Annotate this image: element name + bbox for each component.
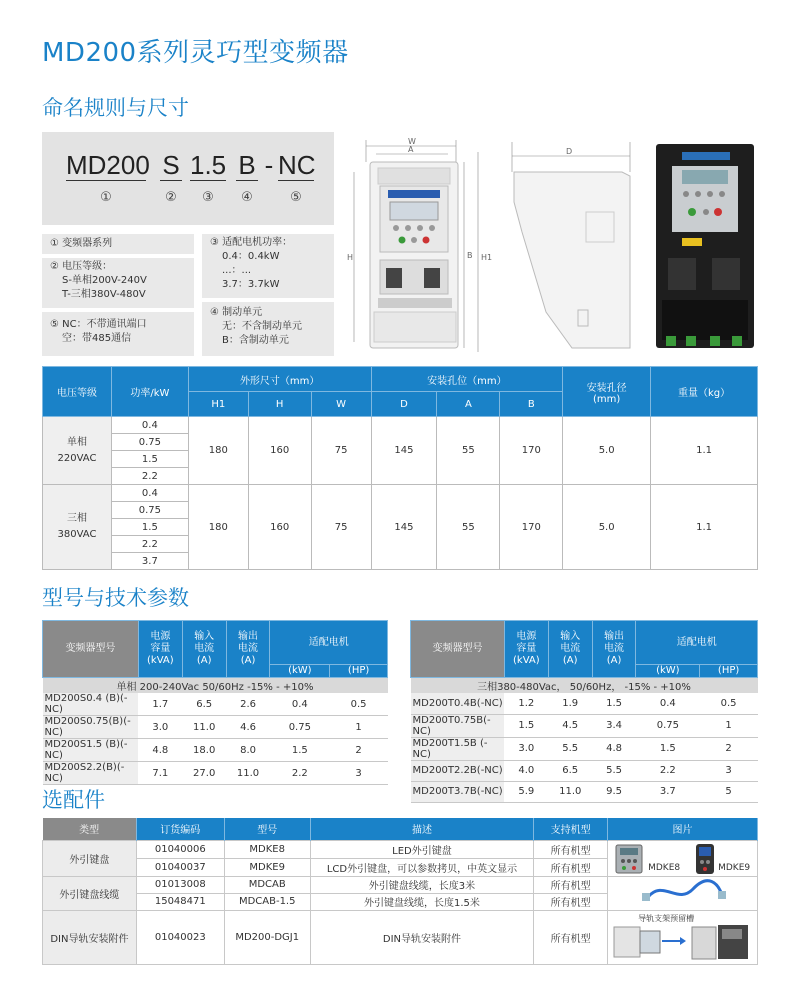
mdke8-label: MDKE8 [648, 862, 681, 873]
value-cell: 145 [371, 485, 437, 570]
th-h: H [248, 392, 311, 417]
th-picture: 图片 [608, 818, 758, 840]
value-cell: 0.4 [270, 693, 330, 716]
th-hp: (HP) [700, 665, 758, 678]
th-line: 容量 [150, 643, 171, 654]
value-cell: 8.0 [226, 739, 270, 762]
page-title: MD200系列灵巧型变频器 [42, 38, 349, 68]
support-cell: 所有机型 [534, 876, 608, 893]
th-input-current [182, 621, 226, 678]
value-cell: 1.1 [651, 485, 758, 570]
support-cell: 所有机型 [534, 910, 608, 964]
th-order-code: 订货编码 [136, 818, 224, 840]
support-cell: 所有机型 [534, 893, 608, 910]
naming-power: 1.5 [190, 150, 227, 180]
table-row [43, 876, 758, 893]
note-comm [42, 312, 194, 356]
note-text: 0.4：0.4kW [222, 251, 280, 262]
voltage-band-row [43, 678, 388, 694]
note-text: ...：... [222, 265, 252, 276]
value-cell: 4.8 [592, 737, 636, 760]
th-motor: 适配电机 [636, 621, 758, 665]
note-series [42, 234, 194, 254]
th-line: (A) [562, 655, 578, 666]
th-holes: 安装孔位（mm） [371, 367, 563, 392]
table-row [43, 762, 388, 785]
naming-voltage: S [160, 150, 182, 181]
table-row [43, 693, 388, 716]
value-cell: 180 [188, 417, 248, 485]
th-hole-diameter-unit: (mm) [593, 393, 621, 405]
th-output-current [592, 621, 636, 678]
th-capacity [138, 621, 182, 678]
naming-num-2: ② [165, 190, 177, 205]
th-line: 电源 [516, 631, 537, 642]
value-cell: 170 [500, 417, 563, 485]
group-label-line: 单相 [66, 436, 87, 448]
value-cell: 2 [700, 737, 758, 760]
value-cell: 160 [248, 417, 311, 485]
din-rail-image [610, 923, 754, 963]
value-cell: 7.1 [138, 762, 182, 785]
value-cell: 1.5 [504, 714, 548, 737]
value-cell: 5.0 [563, 417, 651, 485]
th-kw: (kW) [636, 665, 700, 678]
value-cell: 2.2 [270, 762, 330, 785]
group-label-single [43, 417, 112, 485]
value-cell: 2 [330, 739, 388, 762]
power-cell: 0.4 [111, 485, 188, 502]
table-row [43, 840, 758, 858]
th-line: 容量 [516, 643, 537, 654]
th-type: 类型 [43, 818, 137, 840]
value-cell: 55 [437, 485, 500, 570]
dim-a-label: A [408, 145, 414, 154]
model-cell: MDKE8 [224, 840, 310, 858]
th-line: 电源 [150, 631, 171, 642]
section-title-naming: 命名规则与尺寸 [42, 96, 189, 120]
value-cell: 4.8 [138, 739, 182, 762]
dim-h1-label: H1 [481, 253, 493, 262]
value-cell: 1.1 [651, 417, 758, 485]
section-title-accessories: 选配件 [42, 788, 105, 812]
naming-notes [42, 234, 334, 356]
model-cell: MD200S2.2(B)(-NC) [43, 762, 139, 785]
value-cell: 3.4 [592, 714, 636, 737]
th-motor: 适配电机 [270, 621, 388, 665]
table-row [43, 485, 758, 502]
table-row [411, 693, 758, 714]
value-cell: 0.75 [636, 714, 700, 737]
th-line: 输出 [238, 631, 259, 642]
power-cell: 2.2 [111, 536, 188, 553]
group-label-three [43, 485, 112, 570]
type-cell: 外引键盘 [43, 840, 137, 876]
th-line: 电流 [560, 643, 581, 654]
code-cell: 01040023 [136, 910, 224, 964]
value-cell: 5 [700, 781, 758, 802]
value-cell: 3.0 [138, 716, 182, 739]
th-hp: (HP) [330, 665, 388, 678]
value-cell: 4.6 [226, 716, 270, 739]
model-cell: MD200S0.4 (B)(-NC) [43, 693, 139, 716]
value-cell: 75 [311, 485, 371, 570]
model-cell: MD200T3.7B(-NC) [411, 781, 505, 802]
note-text: ② 电压等级： [50, 261, 113, 272]
value-cell: 4.5 [548, 714, 592, 737]
note-brake [202, 302, 334, 356]
desc-cell: 外引键盘线缆，长度1.5米 [310, 893, 534, 910]
value-cell: 1.5 [270, 739, 330, 762]
value-cell: 9.5 [592, 781, 636, 802]
model-cell: MDKE9 [224, 858, 310, 876]
code-cell: 15048471 [136, 893, 224, 910]
code-cell: 01013008 [136, 876, 224, 893]
value-cell: 0.4 [636, 693, 700, 714]
value-cell: 75 [311, 417, 371, 485]
code-cell: 01040037 [136, 858, 224, 876]
note-text: ③ 适配电机功率： [210, 237, 293, 248]
value-cell: 1.5 [636, 737, 700, 760]
side-view-drawing [502, 132, 642, 358]
note-text: B：含制动单元 [222, 335, 289, 346]
section-title-params: 型号与技术参数 [42, 586, 189, 610]
model-cell: MDCAB [224, 876, 310, 893]
th-input-current [548, 621, 592, 678]
product-photo [652, 140, 758, 356]
mdke9-label: MDKE9 [718, 862, 751, 873]
th-line: (A) [240, 655, 256, 666]
value-cell: 1.5 [592, 693, 636, 714]
model-cell: MD200T0.4B(-NC) [411, 693, 505, 714]
model-cell: MD200T0.75B(-NC) [411, 714, 505, 737]
value-cell: 3 [330, 762, 388, 785]
value-cell: 1.7 [138, 693, 182, 716]
th-output-current [226, 621, 270, 678]
th-supported-models: 支持机型 [534, 818, 608, 840]
th-kw: (kW) [270, 665, 330, 678]
value-cell: 180 [188, 485, 248, 570]
th-hole-diameter-label: 安装孔径 [586, 382, 627, 394]
code-cell: 01040006 [136, 840, 224, 858]
power-cell: 3.7 [111, 553, 188, 570]
mdke8-keypad-image [614, 843, 644, 875]
note-power [202, 234, 334, 298]
value-cell: 1 [700, 714, 758, 737]
th-capacity [504, 621, 548, 678]
params-table-three-phase [410, 620, 758, 803]
value-cell: 18.0 [182, 739, 226, 762]
value-cell: 0.5 [330, 693, 388, 716]
value-cell: 5.0 [563, 485, 651, 570]
value-cell: 55 [437, 417, 500, 485]
th-model: 变频器型号 [411, 621, 505, 678]
th-line: 电流 [194, 643, 215, 654]
th-line: 输入 [194, 631, 215, 642]
desc-cell: LCD外引键盘，可以参数拷贝，中英文显示 [310, 858, 534, 876]
note-text: 3.7：3.7kW [222, 279, 280, 290]
cable-picture-cell [608, 876, 758, 910]
value-cell: 145 [371, 417, 437, 485]
din-rail-picture-cell [608, 910, 758, 964]
power-cell: 1.5 [111, 451, 188, 468]
th-line: (A) [196, 655, 212, 666]
power-cell: 0.4 [111, 417, 188, 434]
value-cell: 3 [700, 760, 758, 781]
group-label-line: 220VAC [57, 452, 97, 464]
keypad-picture-cell [608, 840, 758, 876]
accessories-table [42, 818, 758, 965]
support-cell: 所有机型 [534, 858, 608, 876]
th-line: 电流 [604, 643, 625, 654]
model-cell: MD200S0.75(B)(-NC) [43, 716, 139, 739]
value-cell: 1.2 [504, 693, 548, 714]
th-line: (kVA) [513, 655, 540, 666]
naming-num-3: ③ [202, 190, 214, 205]
th-b: B [500, 392, 563, 417]
value-cell: 3.7 [636, 781, 700, 802]
dim-d-label: D [566, 147, 573, 156]
dim-h-label: H [347, 253, 354, 262]
value-cell: 5.5 [592, 760, 636, 781]
power-cell: 0.75 [111, 502, 188, 519]
note-text: S-单相200V-240V [62, 275, 147, 286]
value-cell: 2.2 [636, 760, 700, 781]
cable-image [638, 877, 728, 907]
model-cell: MD200S1.5 (B)(-NC) [43, 739, 139, 762]
value-cell: 4.0 [504, 760, 548, 781]
table-row [43, 716, 388, 739]
naming-dash: - [264, 150, 274, 180]
note-text: ① 变频器系列 [50, 238, 113, 249]
model-cell: MD200T2.2B(-NC) [411, 760, 505, 781]
th-line: 输出 [604, 631, 625, 642]
dimension-spec-table [42, 366, 758, 570]
value-cell: 170 [500, 485, 563, 570]
value-cell: 11.0 [182, 716, 226, 739]
naming-comm: NC [278, 150, 316, 180]
group-label-line: 三相 [66, 513, 87, 524]
th-description: 描述 [310, 818, 534, 840]
th-line: (kVA) [147, 655, 174, 666]
dim-w-label: W [408, 137, 416, 146]
type-cell: 外引键盘线缆 [43, 876, 137, 910]
value-cell: 11.0 [226, 762, 270, 785]
naming-brake: B [236, 150, 258, 181]
value-cell: 27.0 [182, 762, 226, 785]
th-weight: 重量（kg） [651, 367, 758, 417]
type-cell: DIN导轨安装附件 [43, 910, 137, 964]
table-row [411, 737, 758, 760]
note-text: 无：不含制动单元 [222, 321, 302, 332]
th-model: 变频器型号 [43, 621, 139, 678]
value-cell: 0.75 [270, 716, 330, 739]
table-row [411, 714, 758, 737]
table-row [43, 739, 388, 762]
desc-cell: 外引键盘线缆，长度3米 [310, 876, 534, 893]
value-cell: 5.9 [504, 781, 548, 802]
params-table-single-phase [42, 620, 388, 785]
support-cell: 所有机型 [534, 840, 608, 858]
power-cell: 2.2 [111, 468, 188, 485]
front-view-drawing [344, 132, 498, 358]
note-text: T-三相380V-480V [62, 289, 146, 300]
note-text: 空：带485通信 [62, 333, 132, 344]
value-cell: 2.6 [226, 693, 270, 716]
value-cell: 0.5 [700, 693, 758, 714]
th-line: 输入 [560, 631, 581, 642]
value-cell: 5.5 [548, 737, 592, 760]
th-line: (A) [606, 655, 622, 666]
value-cell: 6.5 [548, 760, 592, 781]
naming-rule-box [42, 132, 334, 225]
model-cell: MD200T1.5B (-NC) [411, 737, 505, 760]
naming-model: MD200 [66, 150, 150, 180]
note-text: ⑤ NC：不带通讯端口 [50, 319, 147, 330]
value-cell: 6.5 [182, 693, 226, 716]
desc-cell: LED外引键盘 [310, 840, 534, 858]
power-cell: 0.75 [111, 434, 188, 451]
value-cell: 1.9 [548, 693, 592, 714]
naming-num-5: ⑤ [290, 190, 302, 205]
table-row [43, 910, 758, 964]
group-label-line: 380VAC [57, 529, 97, 540]
dim-b-label: B [467, 251, 473, 260]
voltage-band: 单相 200-240Vac 50/60Hz -15% - +10% [43, 678, 388, 694]
note-voltage [42, 258, 194, 308]
value-cell: 160 [248, 485, 311, 570]
th-h1: H1 [188, 392, 248, 417]
th-a: A [437, 392, 500, 417]
table-row [411, 781, 758, 802]
th-d: D [371, 392, 437, 417]
power-cell: 1.5 [111, 519, 188, 536]
th-w: W [311, 392, 371, 417]
th-dims: 外形尺寸（mm） [188, 367, 371, 392]
mdke9-keypad-image [694, 842, 716, 876]
value-cell: 11.0 [548, 781, 592, 802]
rail-slot-label: 导轨支架预留槽 [638, 913, 695, 923]
note-text: ④ 制动单元 [210, 307, 263, 318]
value-cell: 3.0 [504, 737, 548, 760]
naming-num-1: ① [100, 190, 112, 205]
model-cell: MD200-DGJ1 [224, 910, 310, 964]
th-hole-diameter [563, 367, 651, 417]
th-power: 功率/kW [111, 367, 188, 417]
table-row [411, 760, 758, 781]
th-voltage: 电压等级 [43, 367, 112, 417]
desc-cell: DIN导轨安装附件 [310, 910, 534, 964]
model-cell: MDCAB-1.5 [224, 893, 310, 910]
voltage-band-row [411, 678, 758, 694]
naming-num-4: ④ [241, 190, 253, 205]
table-row [43, 417, 758, 434]
value-cell: 1 [330, 716, 388, 739]
voltage-band: 三相380-480Vac， 50/60Hz， -15% - +10% [411, 678, 758, 694]
th-model: 型号 [224, 818, 310, 840]
th-line: 电流 [238, 643, 259, 654]
